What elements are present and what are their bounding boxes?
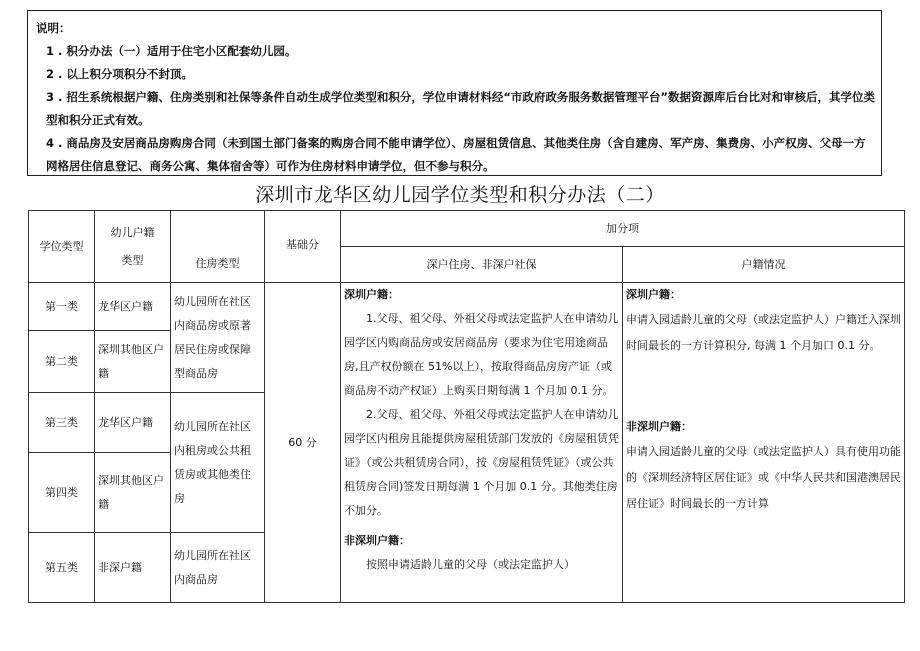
notes-heading: 说明： <box>36 21 71 35</box>
header-hukou-line2: 类型 <box>121 253 144 267</box>
base-score: 60 分 <box>265 283 341 603</box>
row-hukou-1: 龙华区户籍 <box>95 283 171 331</box>
col1-para-2: 2.父母、祖父母、外祖父母或法定监护人在申请幼儿园学区内租房且能提供房屋租赁部门发放的《房屋租赁凭证》（或公共租赁房合同），按《房屋租赁凭证》（或公共租赁房合同)签发日期每满 1 个月加 0.1 分。其他类住房不加分。 <box>344 408 619 517</box>
row-hukou-3: 龙华区户籍 <box>95 393 171 453</box>
header-hukou <box>95 211 171 283</box>
bonus-housing-cell <box>341 283 623 603</box>
header-type: 学位类型 <box>29 211 95 283</box>
header-base: 基础分 <box>265 211 341 283</box>
header-sub-hukou: 户籍情况 <box>623 247 905 283</box>
housing-cell-3: 幼儿园所在社区内商品房 <box>171 533 265 603</box>
note-item-4: 4 . 商品房及安居商品房购房合同（未到国土部门备案的购房合同不能申请学位）、房屋租赁信息、其他类住房（含自建房、军产房、集费房、小产权房、父母一方网格居住信息登记、商务公寓、集体宿舍等）可作为住房材料申请学位，但不参与积分。 <box>46 136 866 173</box>
page-title: 深圳市龙华区幼儿园学位类型和积分办法（二） <box>255 184 665 206</box>
row-type-1: 第一类 <box>29 283 95 331</box>
note-item-3: 3 . 招生系统根据户籍、住房类别和社保等条件自动生成学位类型和积分，学位申请材料经“市政府政务服务数据管理平台”数据资源库后台比对和审核后，其学位类型和积分正式有效。 <box>46 90 875 127</box>
note-item-1: 1 . 积分办法（一）适用于住宅小区配套幼儿园。 <box>46 44 297 58</box>
housing-cell-2: 幼儿园所在社区内租房或公共租赁房或其他类住房 <box>171 393 265 533</box>
row-hukou-5: 非深户籍 <box>95 533 171 603</box>
col1-para-1: 1.父母、祖父母、外祖父母或法定监护人在申请幼儿园学区内购商品房或安居商品房（要求为住宅用途商品房,且产权份额在 51%以上），按取得商品房房产证（或商品房不动产权证）上购买日期每满 1 个月加 0.1 分。 <box>344 312 619 397</box>
col2-nonsz-label: 非深圳户籍： <box>626 420 692 433</box>
row-type-4: 第四类 <box>29 453 95 533</box>
header-bonus: 加分项 <box>341 211 905 247</box>
score-table <box>28 210 905 603</box>
col1-nonsz-label: 非深圳户籍： <box>344 534 410 547</box>
note-item-2: 2 . 以上积分项积分不封顶。 <box>46 67 193 81</box>
notes-box <box>27 10 882 176</box>
row-type-5: 第五类 <box>29 533 95 603</box>
header-sub-housing: 深户住房、非深户社保 <box>341 247 623 283</box>
row-hukou-2: 深圳其他区户籍 <box>95 331 171 393</box>
col2-nonsz-text: 申请入园适龄儿童的父母（或法定监护人）具有使用功能的《深圳经济特区居住证》或《中华人民共和国港澳居民居住证》时间最长的一方计算 <box>626 445 901 510</box>
header-hukou-line1: 幼儿户籍 <box>110 225 155 239</box>
header-housing: 住房类型 <box>171 211 265 283</box>
col1-nonsz-text: 按照申请适龄儿童的父母（或法定监护人） <box>366 558 575 571</box>
bonus-hukou-cell <box>623 283 905 603</box>
col1-sz-label: 深圳户籍： <box>344 288 399 301</box>
row-type-2: 第二类 <box>29 331 95 393</box>
col2-sz-label: 深圳户籍： <box>626 288 681 301</box>
row-type-3: 第三类 <box>29 393 95 453</box>
housing-cell-1: 幼儿园所在社区内商品房或原著居民住房或保障型商品房 <box>171 283 265 393</box>
row-hukou-4: 深圳其他区户籍 <box>95 453 171 533</box>
col2-sz-text: 申请入园适龄儿童的父母（或法定监护人）户籍迁入深圳时间最长的一方计算积分, 每满 1 个月加口 0.1 分。 <box>626 313 901 352</box>
